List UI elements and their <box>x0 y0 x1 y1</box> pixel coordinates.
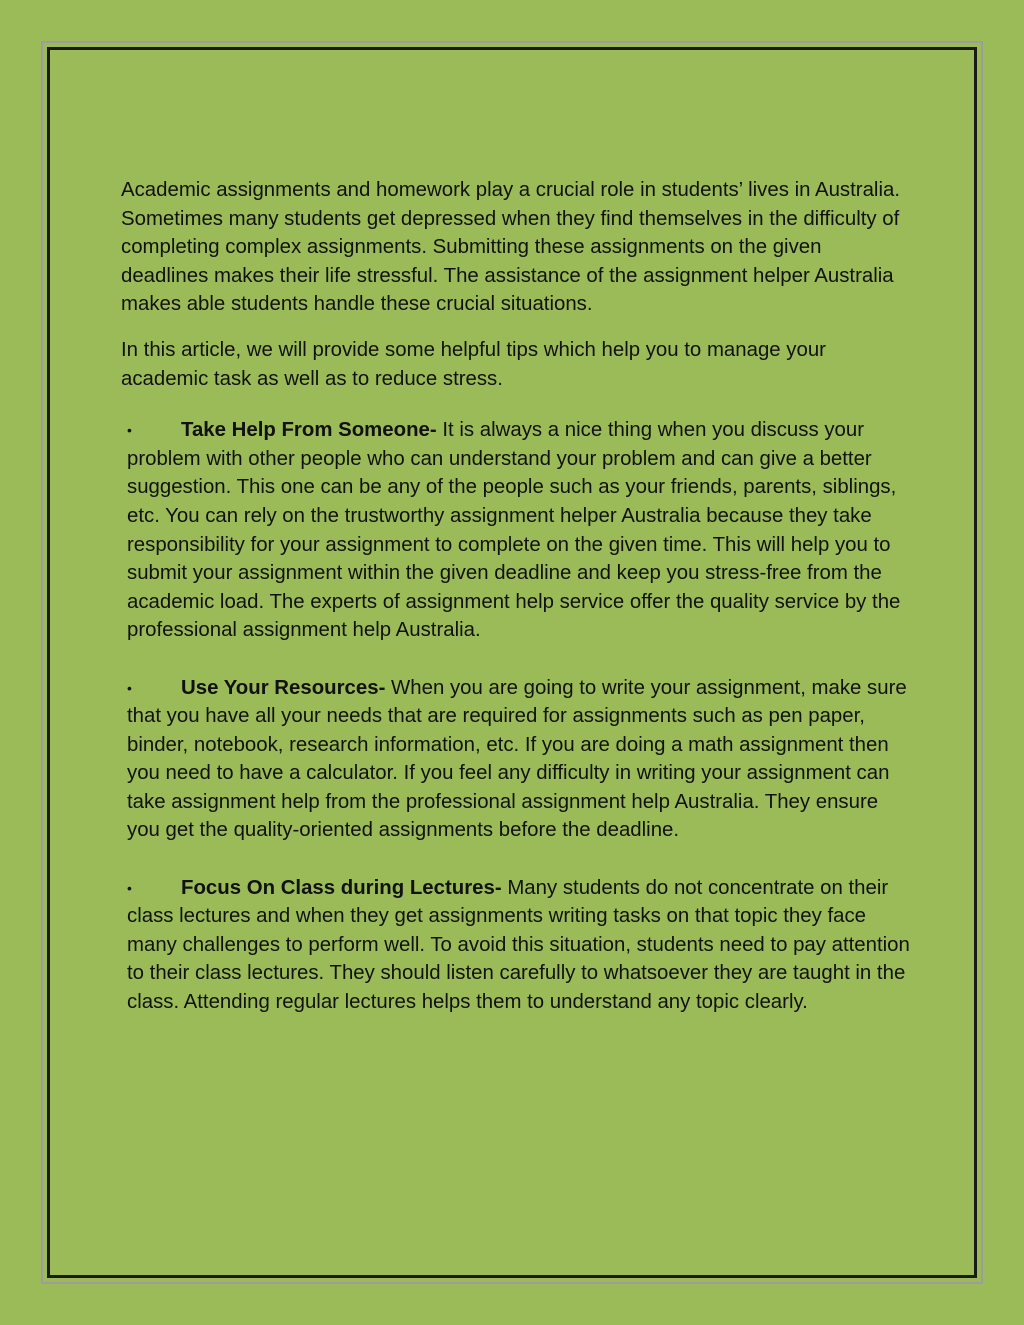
list-item <box>121 674 911 846</box>
tip-text: It is always a nice thing when you discuss your problem with other people who can understand your problem and can give a better suggestion. This one can be any of the people such as your friends, parents, siblings, etc. You can rely on the trustworthy assignment helper Australia because they take responsibility for your assignment to complete on the given time. This will help you to submit your assignment within the given deadline and keep you stress-free from the academic load. The experts of assignment help service offer the quality service by the professional assignment help Australia. <box>127 419 901 642</box>
tip-text: When you are going to write your assignment, make sure that you have all your needs that are required for assignments such as pen paper, binder, notebook, research information, etc. If you are doing a math assignment then you need to have a calculator. If you feel any difficulty in writing your assignment can take assignment help from the professional assignment help Australia. They ensure you get the quality-oriented assignments before the deadline. <box>127 676 907 842</box>
tips-list <box>121 416 911 1016</box>
intro-paragraph: Academic assignments and homework play a crucial role in students’ lives in Australia. Sometimes many students get depressed when they find themselves in the difficulty of completing complex assignments. Submitting these assignments on the given deadlines makes their life stressful. The assistance of the assignment helper Australia makes able students handle these crucial situations. <box>121 179 900 316</box>
bullet-icon: • <box>127 422 132 439</box>
list-item <box>121 874 911 1017</box>
bullet-icon: • <box>127 879 132 896</box>
bullet-icon: • <box>127 679 132 696</box>
article-purpose-paragraph: In this article, we will provide some helpful tips which help you to manage your academic task as well as to reduce stress. <box>121 338 826 390</box>
tip-heading: Take Help From Someone- <box>181 419 437 442</box>
list-item <box>121 416 911 645</box>
tip-heading: Use Your Resources- <box>181 676 386 699</box>
tip-heading: Focus On Class during Lectures- <box>181 876 502 899</box>
tip-text: Many students do not concentrate on their class lectures and when they get assignments writing tasks on that topic they face many challenges to perform well. To avoid this situation, students need to pay attention to their class lectures. They should listen carefully to whatsoever they are taught in the class. Attending regular lectures helps them to understand any topic clearly. <box>127 876 910 1014</box>
article-body <box>121 176 911 1045</box>
